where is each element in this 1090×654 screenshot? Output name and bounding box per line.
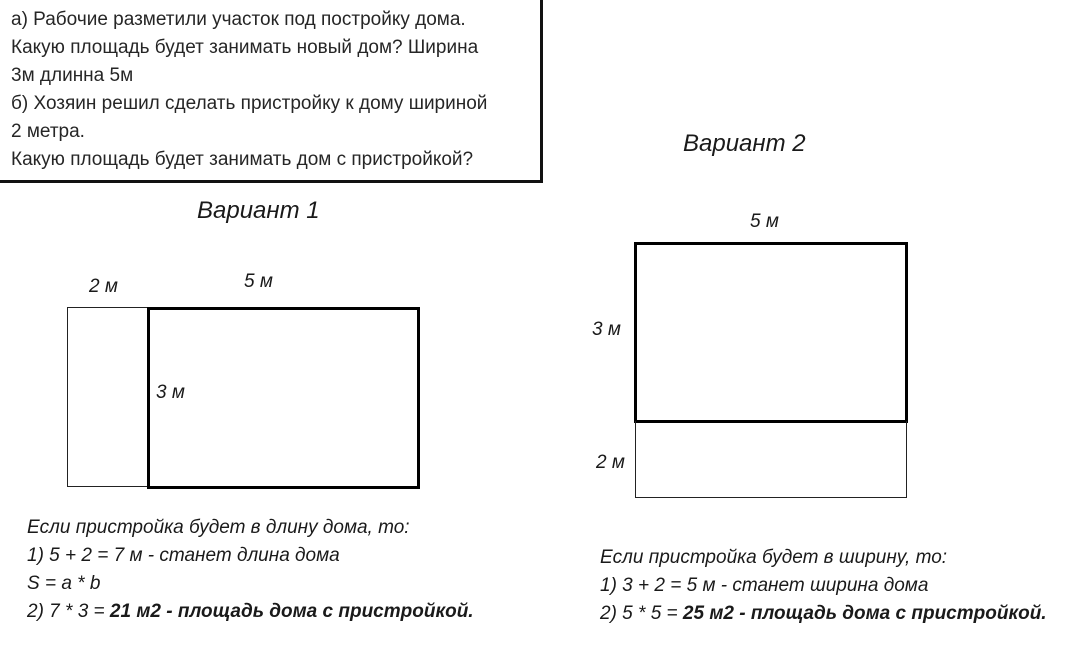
task-line-5: 2 метра.: [11, 121, 85, 142]
variant1-length-label: 5 м: [244, 271, 273, 292]
variant1-calc: 2) 7 * 3 =: [27, 601, 110, 622]
variant1-width-label: 3 м: [156, 382, 185, 403]
variant2-house-rect: [634, 242, 908, 423]
variant2-solution-line-2: 1) 3 + 2 = 5 м - станет ширина дома: [600, 575, 929, 596]
variant2-length-label: 5 м: [750, 211, 779, 232]
variant2-title: Вариант 2: [683, 130, 806, 157]
variant1-solution-line-3: S = a * b: [27, 573, 101, 594]
task-line-4: б) Хозяин решил сделать пристройку к дому шириной: [11, 93, 488, 114]
variant2-extension-label: 2 м: [596, 452, 625, 473]
variant1-solution-line-1: Если пристройка будет в длину дома, то:: [27, 517, 410, 538]
task-statement: [0, 0, 543, 183]
variant1-solution-line-4: [27, 601, 474, 623]
task-line-1: а) Рабочие разметили участок под постройку дома.: [11, 9, 466, 30]
variant2-calc: 2) 5 * 5 =: [600, 603, 683, 624]
task-line-6: Какую площадь будет занимать дом с пристройкой?: [11, 149, 474, 170]
variant1-title: Вариант 1: [197, 197, 320, 224]
task-line-2: Какую площадь будет занимать новый дом? Ширина: [11, 37, 479, 58]
variant2-solution-line-1: Если пристройка будет в ширину, то:: [600, 547, 948, 568]
variant2-width-label: 3 м: [592, 319, 621, 340]
variant1-solution-line-2: 1) 5 + 2 = 7 м - станет длина дома: [27, 545, 340, 566]
variant1-extension-rect: [67, 307, 149, 487]
variant2-answer: 25 м2 - площадь дома с пристройкой.: [682, 603, 1047, 624]
variant1-answer: 21 м2 - площадь дома с пристройкой.: [109, 601, 474, 622]
variant1-house-rect: [147, 307, 420, 489]
task-line-3: 3м длинна 5м: [11, 65, 134, 86]
variant1-extension-label: 2 м: [89, 276, 118, 297]
variant2-solution-line-3: [600, 603, 1047, 625]
variant2-extension-rect: [635, 421, 907, 498]
